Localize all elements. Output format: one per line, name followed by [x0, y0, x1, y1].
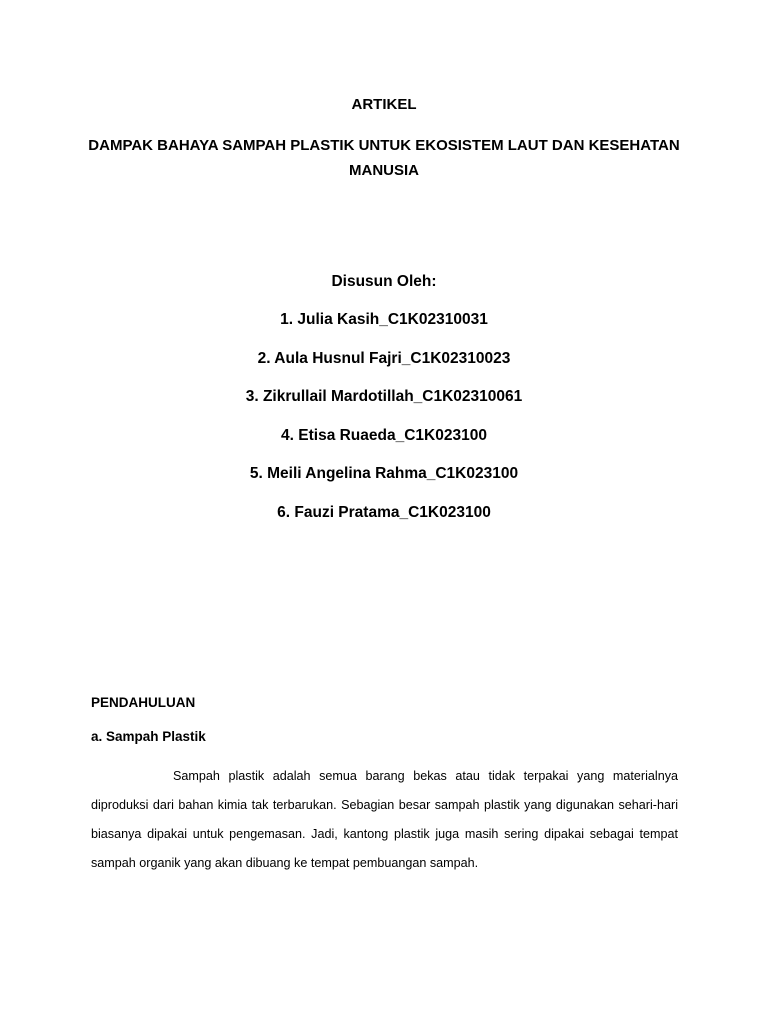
author-item-6: 6. Fauzi Pratama_C1K023100: [277, 504, 491, 521]
author-item-2: 2. Aula Husnul Fajri_C1K02310023: [257, 350, 511, 367]
document-heading: ARTIKEL: [351, 96, 417, 113]
author-item-5: 5. Meili Angelina Rahma_C1K023100: [249, 465, 519, 482]
author-item-3: 3. Zikrullail Mardotillah_C1K02310061: [245, 388, 523, 405]
subsection-title: a. Sampah Plastik: [91, 729, 206, 744]
authors-label: Disusun Oleh:: [331, 273, 437, 290]
section-title: PENDAHULUAN: [91, 695, 196, 710]
author-item-1: 1. Julia Kasih_C1K02310031: [280, 311, 488, 328]
article-title: DAMPAK BAHAYA SAMPAH PLASTIK UNTUK EKOSISTEM LAUT DAN KESEHATAN MANUSIA: [88, 137, 680, 179]
body-paragraph: Sampah plastik adalah semua barang bekas atau tidak terpakai yang materialnya diproduksi dari bahan kimia tak terbarukan. Sebagian besar sampah plastik yang digunakan sehari-hari biasanya dipakai untuk pengemasan. Jadi, kantong plastik juga masih sering dipakai sebagai tempat sampah organik yang akan dibuang ke tempat pembuangan sampah.: [91, 769, 678, 870]
author-item-4: 4. Etisa Ruaeda_C1K023100: [281, 427, 487, 444]
